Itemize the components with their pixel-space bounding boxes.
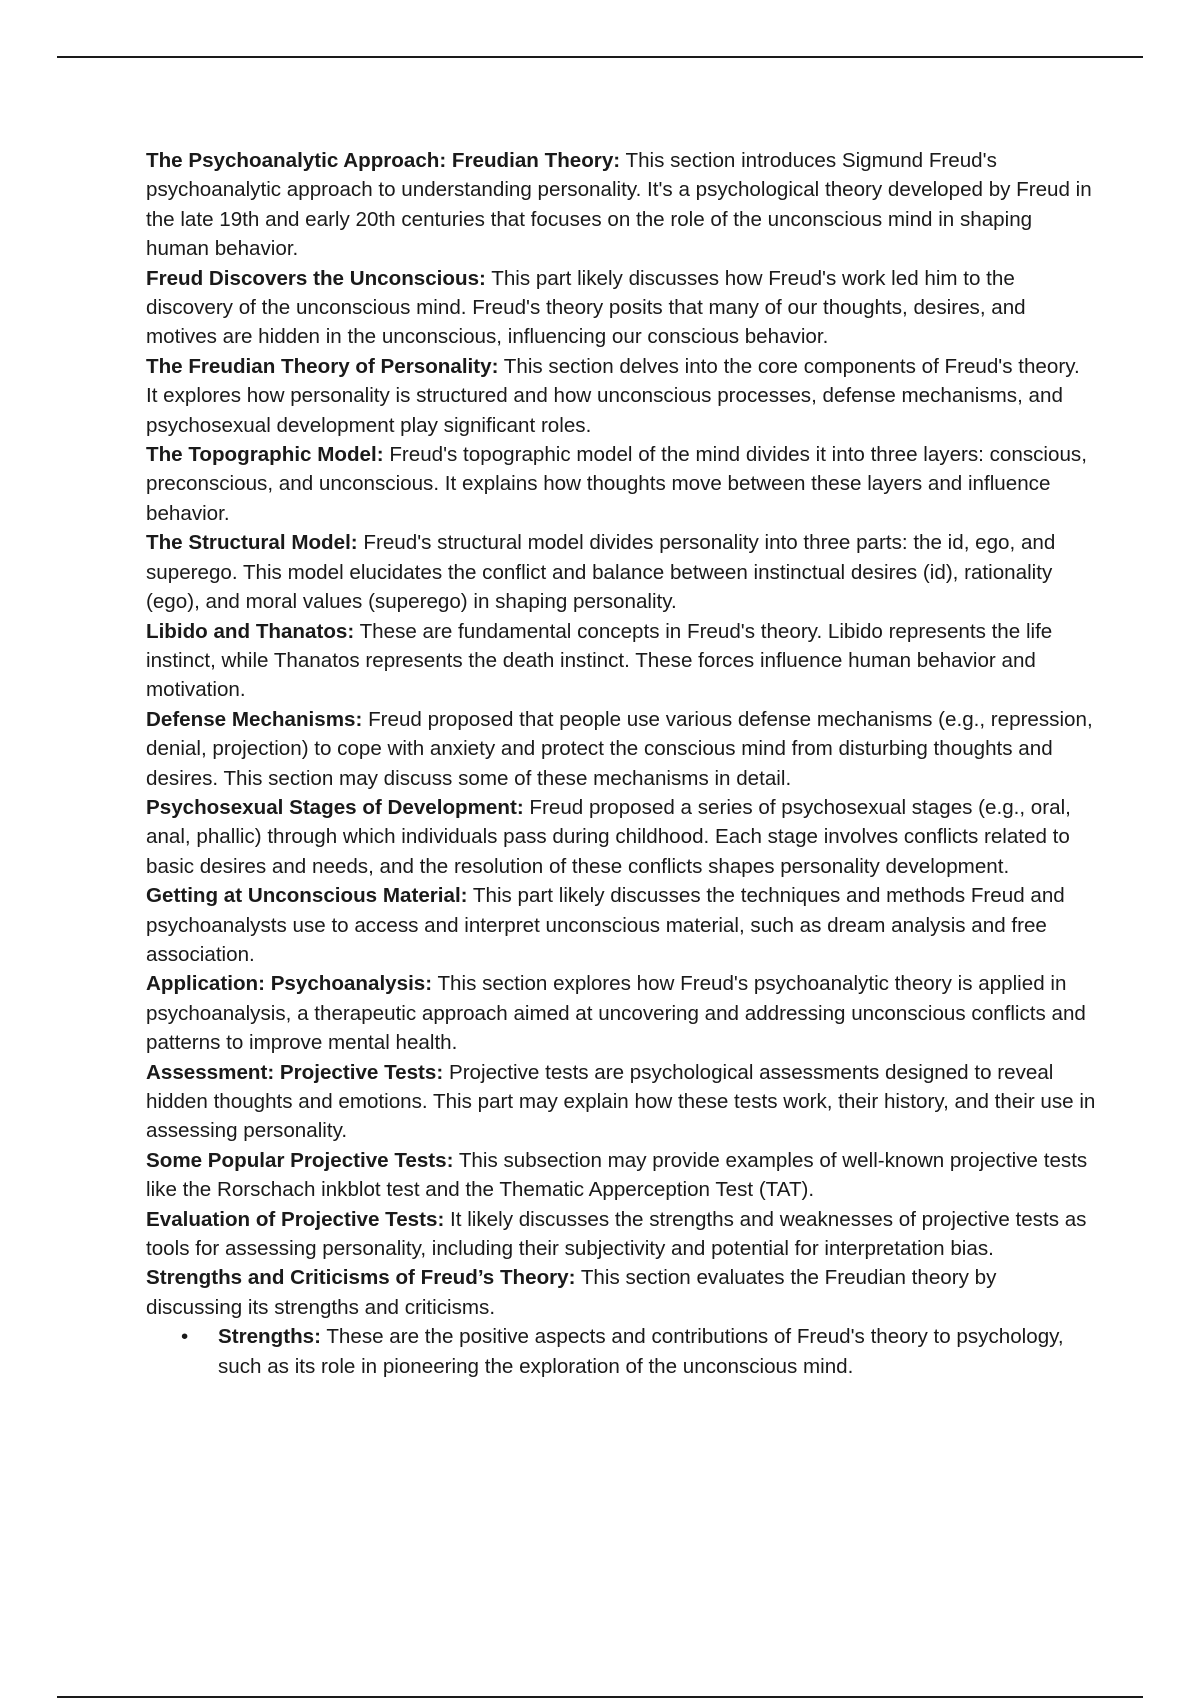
- section-text: This section delves into the core components of Freud's theory. It explores how personality is structured and how unconscious processes, defense mechanisms, and psychosexual development play significant roles.: [146, 354, 1080, 437]
- section-term: Evaluation of Projective Tests:: [146, 1207, 445, 1231]
- section-unconscious-material: [146, 881, 1096, 969]
- bullet-strengths: [146, 1322, 1096, 1381]
- section-topographic-model: [146, 440, 1096, 528]
- section-evaluation-projective-tests: [146, 1205, 1096, 1264]
- section-unconscious-discovery: [146, 264, 1096, 352]
- section-psychoanalytic-approach: [146, 146, 1096, 264]
- bullet-marker: •: [181, 1325, 189, 1349]
- section-text: These are fundamental concepts in Freud's theory. Libido represents the life instinct, while Thanatos represents the death instinct. These forces influence human behavior and motivation.: [146, 619, 1053, 702]
- section-text: Freud proposed that people use various defense mechanisms (e.g., repression, denial, projection) to cope with anxiety and protect the conscious mind from disturbing thoughts and desires. This section may discuss some of these mechanisms in detail.: [146, 707, 1093, 790]
- section-term: Assessment: Projective Tests:: [146, 1060, 444, 1084]
- section-projective-tests: [146, 1058, 1096, 1146]
- section-text: Freud's topographic model of the mind divides it into three layers: conscious, preconscious, and unconscious. It explains how thoughts move between these layers and influence behavior.: [146, 443, 1087, 525]
- section-structural-model: [146, 528, 1096, 616]
- section-text: This section explores how Freud's psychoanalytic theory is applied in psychoanalysis, a therapeutic approach aimed at uncovering and addressing unconscious conflicts and patterns to improve mental health.: [146, 972, 1086, 1055]
- document-body: [146, 146, 1096, 1381]
- section-term: Application: Psychoanalysis:: [146, 972, 433, 996]
- section-text: This section introduces Sigmund Freud's psychoanalytic approach to understanding personality. It's a psychological theory developed by Freud in the late 19th and early 20th centuries that focuses on the role of the unconscious mind in shaping human behavior.: [146, 149, 1092, 261]
- section-term: The Topographic Model:: [146, 443, 384, 467]
- section-term: Freud Discovers the Unconscious:: [146, 266, 486, 290]
- section-term: Strengths and Criticisms of Freud’s Theory:: [146, 1266, 576, 1290]
- bullet-list: [146, 1322, 1096, 1381]
- section-term: Defense Mechanisms:: [146, 707, 363, 731]
- section-term: The Freudian Theory of Personality:: [146, 354, 499, 378]
- section-term: Getting at Unconscious Material:: [146, 884, 468, 908]
- section-popular-projective-tests: [146, 1146, 1096, 1205]
- section-term: Libido and Thanatos:: [146, 619, 355, 643]
- section-term: Some Popular Projective Tests:: [146, 1148, 454, 1172]
- section-term: The Psychoanalytic Approach: Freudian Theory:: [146, 149, 621, 172]
- section-text: Freud's structural model divides personality into three parts: the id, ego, and superego. This model elucidates the conflict and balance between instinctual desires (id), rationality (ego), and moral values (superego) in shaping personality.: [146, 531, 1056, 614]
- section-term: Psychosexual Stages of Development:: [146, 795, 524, 819]
- bullet-term: Strengths:: [218, 1325, 321, 1349]
- section-defense-mechanisms: [146, 705, 1096, 793]
- section-text: It likely discusses the strengths and weaknesses of projective tests as tools for assessing personality, including their subjectivity and potential for interpretation bias.: [146, 1207, 1087, 1261]
- section-application-psychoanalysis: [146, 969, 1096, 1057]
- section-text: Freud proposed a series of psychosexual stages (e.g., oral, anal, phallic) through which individuals pass during childhood. Each stage involves conflicts related to basic desires and needs, and the resolution of these conflicts shapes personality development.: [146, 795, 1071, 878]
- section-text: This subsection may provide examples of well-known projective tests like the Rorschach inkblot test and the Thematic Apperception Test (TAT).: [146, 1148, 1088, 1202]
- section-text: This section evaluates the Freudian theory by discussing its strengths and criticisms.: [146, 1266, 997, 1319]
- bullet-text: These are the positive aspects and contributions of Freud's theory to psychology, such as its role in pioneering the exploration of the unconscious mind.: [218, 1325, 1064, 1378]
- section-text: This part likely discusses the techniques and methods Freud and psychoanalysts use to access and interpret unconscious material, such as dream analysis and free association.: [146, 884, 1065, 966]
- header-rule: [57, 56, 1143, 58]
- section-text: This part likely discusses how Freud's work led him to the discovery of the unconscious mind. Freud's theory posits that many of our thoughts, desires, and motives are hidden in the unconscious, influencing our conscious behavior.: [146, 266, 1026, 349]
- footer-rule: [57, 1696, 1143, 1698]
- section-strengths-criticisms: [146, 1263, 1096, 1322]
- section-term: The Structural Model:: [146, 531, 358, 555]
- section-psychosexual-stages: [146, 793, 1096, 881]
- section-libido-thanatos: [146, 617, 1096, 705]
- section-theory-of-personality: [146, 352, 1096, 440]
- section-text: Projective tests are psychological assessments designed to reveal hidden thoughts and emotions. This part may explain how these tests work, their history, and their use in assessing personality.: [146, 1060, 1096, 1143]
